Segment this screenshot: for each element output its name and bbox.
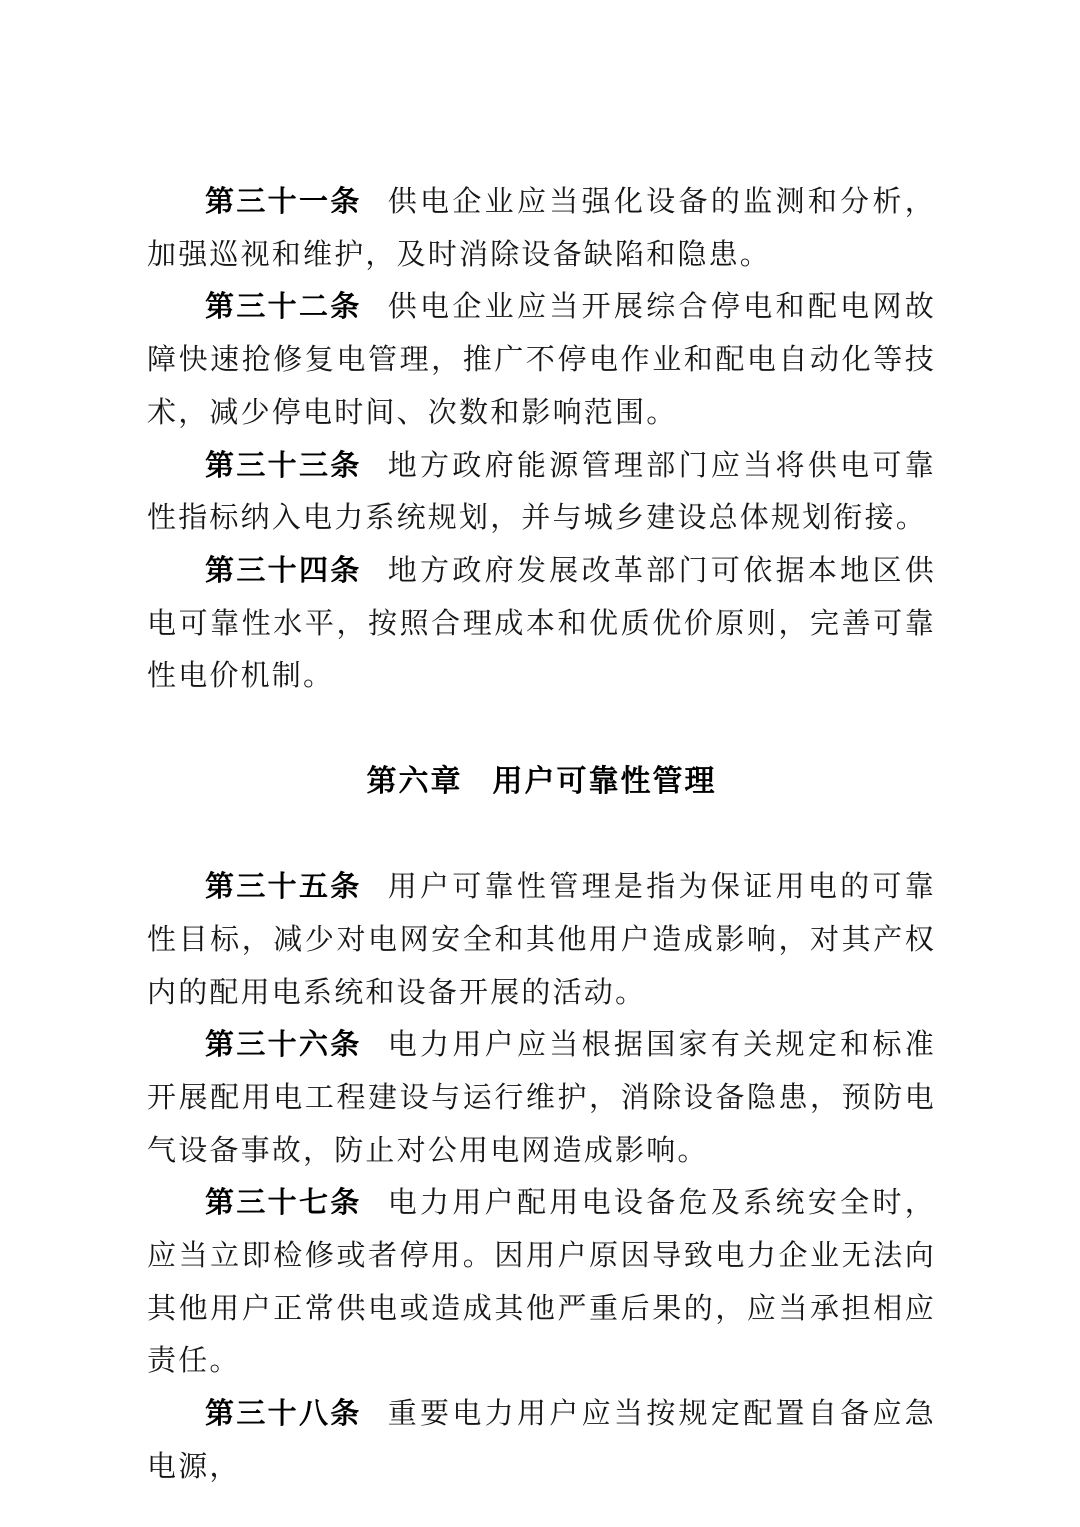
article-31-text: 供电企业应当强化设备的监测和分析，加强巡视和维护，及时消除设备缺陷和隐患。 bbox=[147, 186, 936, 271]
chapter-title: 用户可靠性管理 bbox=[492, 764, 717, 798]
article-31-number: 第三十一条 bbox=[205, 186, 362, 218]
article-38-paragraph bbox=[147, 1388, 936, 1493]
article-35-text: 用户可靠性管理是指为保证用电的可靠性目标，减少对电网安全和其他用户造成影响，对其产权内的配用电系统和设备开展的活动。 bbox=[147, 871, 936, 1009]
article-34-number: 第三十四条 bbox=[205, 554, 362, 587]
article-38-text: 重要电力用户应当按规定配置自备应急电源， bbox=[147, 1398, 936, 1483]
article-34-text: 地方政府发展改革部门可依据本地区供电可靠性水平，按照合理成本和优质优价原则，完善可靠性电价机制。 bbox=[147, 554, 936, 693]
article-32-paragraph bbox=[147, 281, 936, 439]
article-33-paragraph bbox=[147, 440, 936, 545]
article-36-number: 第三十六条 bbox=[205, 1029, 362, 1062]
article-38-number: 第三十八条 bbox=[205, 1398, 362, 1431]
article-37-number: 第三十七条 bbox=[205, 1187, 362, 1220]
article-33-number: 第三十三条 bbox=[205, 449, 362, 482]
article-37-paragraph bbox=[147, 1177, 936, 1388]
article-36-paragraph bbox=[147, 1019, 936, 1177]
chapter-label: 第六章 bbox=[366, 764, 463, 798]
article-35-number: 第三十五条 bbox=[205, 871, 362, 904]
chapter-heading bbox=[147, 756, 936, 809]
article-31-paragraph bbox=[147, 176, 936, 281]
article-34-paragraph bbox=[147, 545, 936, 703]
article-32-text: 供电企业应当开展综合停电和配电网故障快速抢修复电管理，推广不停电作业和配电自动化等技术，减少停电时间、次数和影响范围。 bbox=[147, 291, 936, 429]
article-33-text: 地方政府能源管理部门应当将供电可靠性指标纳入电力系统规划，并与城乡建设总体规划衔接。 bbox=[147, 449, 936, 535]
article-37-text: 电力用户配用电设备危及系统安全时，应当立即检修或者停用。因用户原因导致电力企业无法向其他用户正常供电或造成其他严重后果的，应当承担相应责任。 bbox=[147, 1187, 936, 1378]
article-32-number: 第三十二条 bbox=[205, 291, 362, 324]
article-36-text: 电力用户应当根据国家有关规定和标准开展配用电工程建设与运行维护，消除设备隐患，预防电气设备事故，防止对公用电网造成影响。 bbox=[147, 1029, 936, 1167]
article-35-paragraph bbox=[147, 861, 936, 1019]
